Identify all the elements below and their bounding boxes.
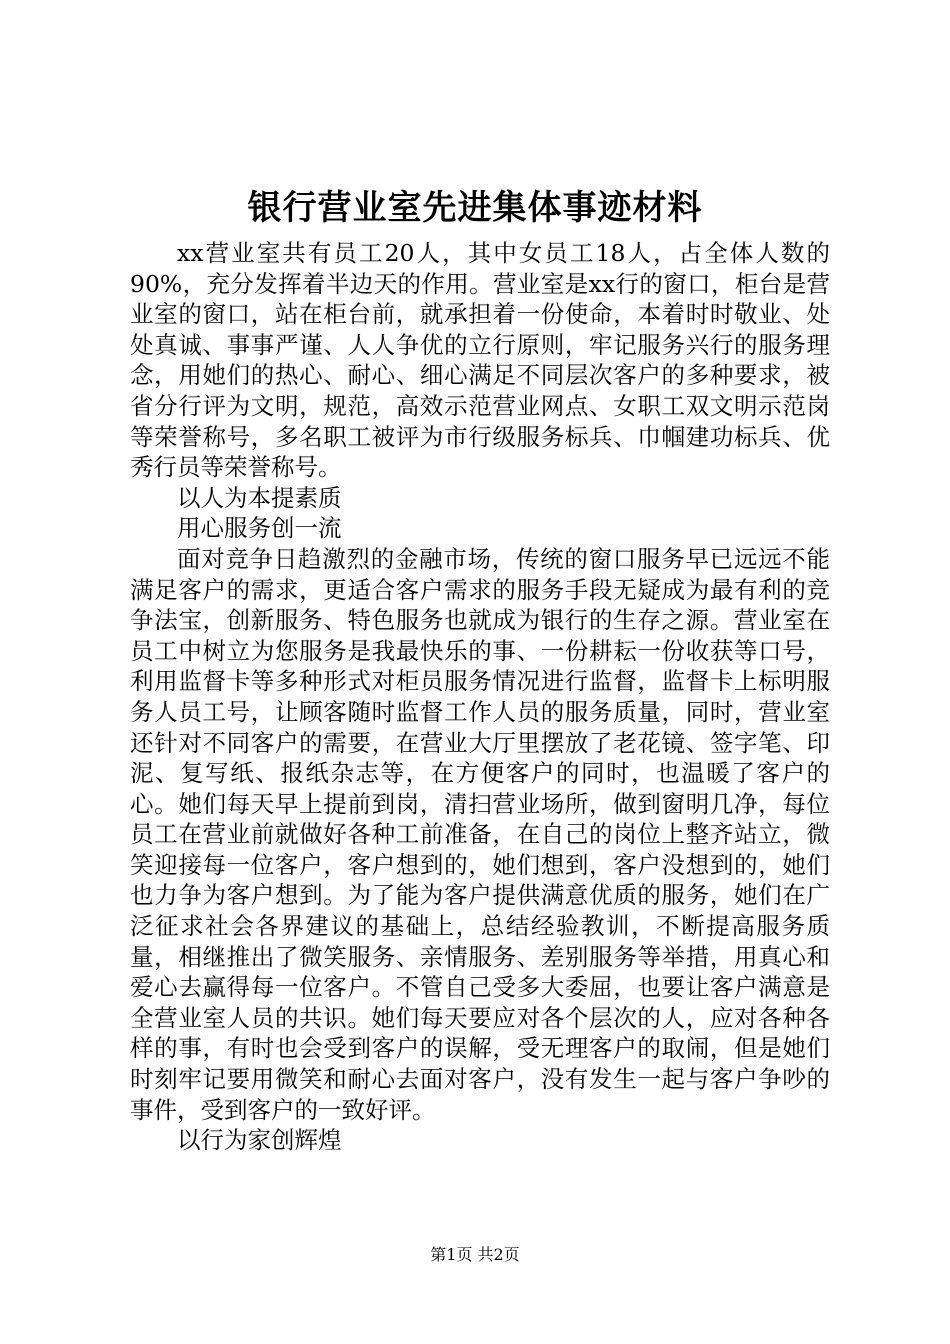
paragraph-service-details: 面对竞争日趋激烈的金融市场，传统的窗口服务早已远远不能满足客户的需求，更适合客户需求的服务手段无疑成为最有利的竞争法宝，创新服务、特色服务也就成为银行的生存之源。营业室在员工中树立为您服务是我最快乐的事、一份耕耘一份收获等口号，利用监督卡等多种形式对柜员服务情况进行监督，监督卡上标明服务人员工号，让顾客随时监督工作人员的服务质量，同时，营业室还针对不同客户的需要，在营业大厅里摆放了老花镜、签字笔、印泥、复写纸、报纸杂志等，在方便客户的同时，也温暖了客户的心。她们每天早上提前到岗，清扫营业场所，做到窗明几净，每位员工在营业前就做好各种工前准备，在自己的岗位上整齐站立，微笑迎接每一位客户，客户想到的，她们想到，客户没想到的，她们也力争为客户想到。为了能为客户提供满意优质的服务，她们在广泛征求社会各界建议的基础上，总结经验教训，不断提高服务质量，相继推出了微笑服务、亲情服务、差别服务等举措，用真心和爱心去赢得每一位客户。不管自己受多大委屈，也要让客户满意是全营业室人员的共识。她们每天要应对各个层次的人，应对各种各样的事，有时也会受到客户的误解，受无理客户的取闹，但是她们时刻牢记要用微笑和耐心去面对客户，没有发生一起与客户争吵的事件，受到客户的一致好评。 [130, 544, 830, 1124]
document-title: 银行营业室先进集体事迹材料 [247, 188, 703, 228]
document-body [130, 238, 830, 1156]
section-heading-service: 用心服务创一流 [177, 514, 342, 543]
section-heading-quality: 以人为本提素质 [177, 483, 342, 512]
section-heading-home: 以行为家创辉煌 [177, 1126, 342, 1155]
paragraph-intro: xx营业室共有员工20人，其中女员工18人，占全体人数的90%，充分发挥着半边天的作用。营业室是xx行的窗口，柜台是营业室的窗口，站在柜台前，就承担着一份使命，本着时时敬业、处处真诚、事事严谨、人人争优的立行原则，牢记服务兴行的服务理念，用她们的热心、耐心、细心满足不同层次客户的多种要求，被省分行评为文明，规范，高效示范营业网点、女职工双文明示范岗等荣誉称号，多名职工被评为市行级服务标兵、巾帼建功标兵、优秀行员等荣誉称号。 [130, 239, 830, 482]
page-number-footer: 第1页 共2页 [430, 1245, 520, 1264]
